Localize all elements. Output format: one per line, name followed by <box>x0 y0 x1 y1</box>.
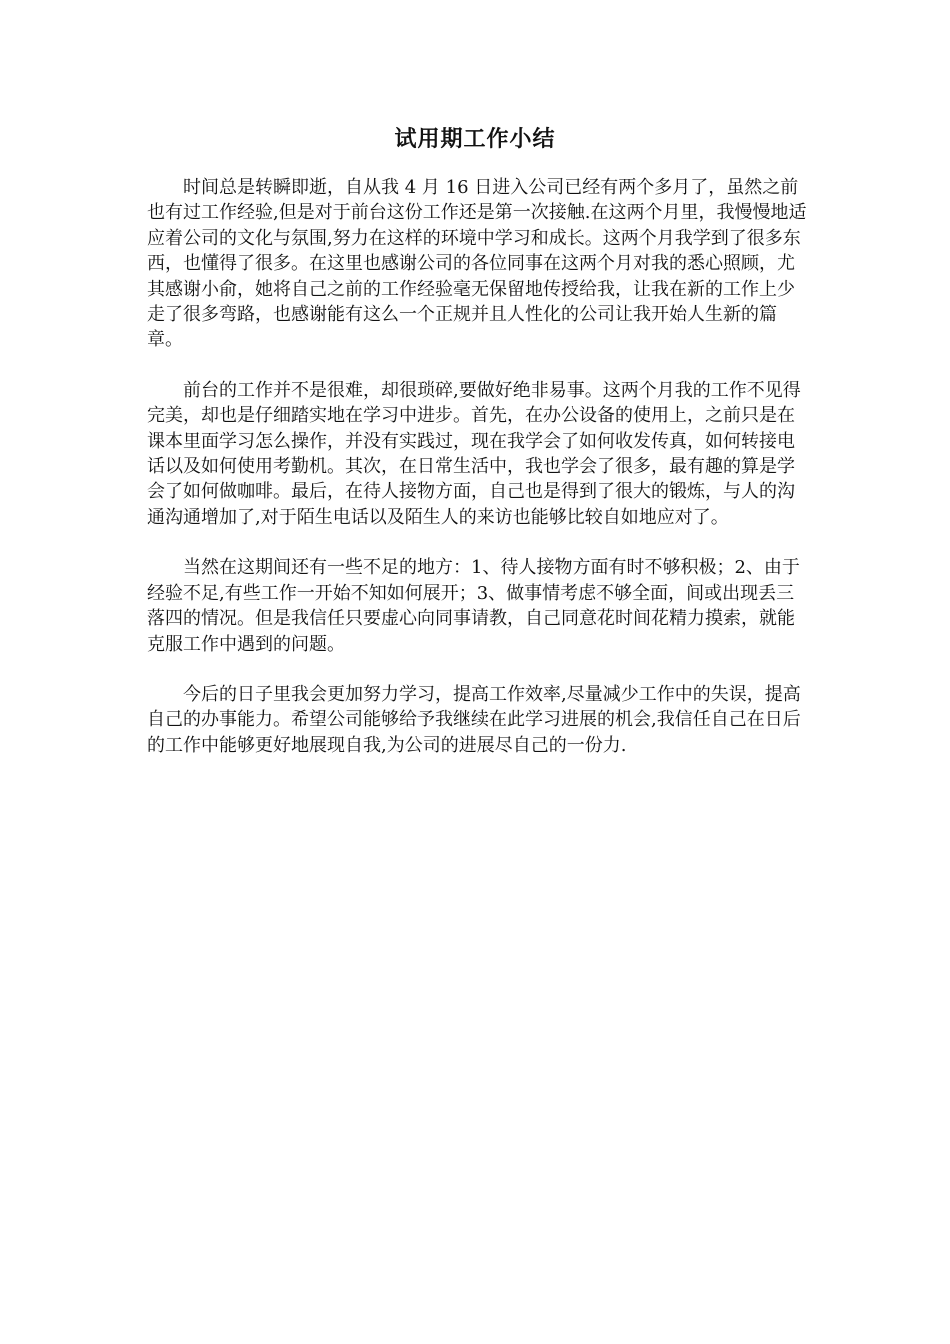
paragraph-2: 前台的工作并不是很难，却很琐碎,要做好绝非易事。这两个月我的工作不见得完美，却也是仔细踏实地在学习中进步。首先，在办公设备的使用上，之前只是在课本里面学习怎么操作，并没有实践过，现在我学会了如何收发传真，如何转接电话以及如何使用考勤机。其次，在日常生活中，我也学会了很多，最有趣的算是学会了如何做咖啡。最后，在待人接物方面，自己也是得到了很大的锻炼，与人的沟通沟通增加了,对于陌生电话以及陌生人的来访也能够比较自如地应对了。 <box>147 379 801 528</box>
document-body <box>147 175 809 783</box>
paragraph-4: 今后的日子里我会更加努力学习，提高工作效率,尽量减少工作中的失误，提高自己的办事能力。希望公司能够给予我继续在此学习进展的机会,我信任自己在日后的工作中能够更好地展现自我,为公司的进展尽自己的一份力. <box>147 683 801 756</box>
document-title: 试用期工作小结 <box>394 126 556 152</box>
paragraph-3: 当然在这期间还有一些不足的地方：1、待人接物方面有时不够积极；2、由于经验不足,有些工作一开始不知如何展开；3、做事情考虑不够全面，间或出现丢三落四的情况。但是我信任只要虚心向同事请教，自己同意花时间花精力摸索，就能克服工作中遇到的问题。 <box>147 557 800 655</box>
paragraph-1: 时间总是转瞬即逝，自从我 4 月 16 日进入公司已经有两个多月了，虽然之前也有过工作经验,但是对于前台这份工作还是第一次接触.在这两个月里，我慢慢地适应着公司的文化与氛围,努力在这样的环境中学习和成长。这两个月我学到了很多东西，也懂得了很多。在这里也感谢公司的各位同事在这两个月对我的悉心照顾，尤其感谢小俞，她将自己之前的工作经验毫无保留地传授给我，让我在新的工作上少走了很多弯路，也感谢能有这么一个正规并且人性化的公司让我开始人生新的篇章。 <box>147 177 807 351</box>
